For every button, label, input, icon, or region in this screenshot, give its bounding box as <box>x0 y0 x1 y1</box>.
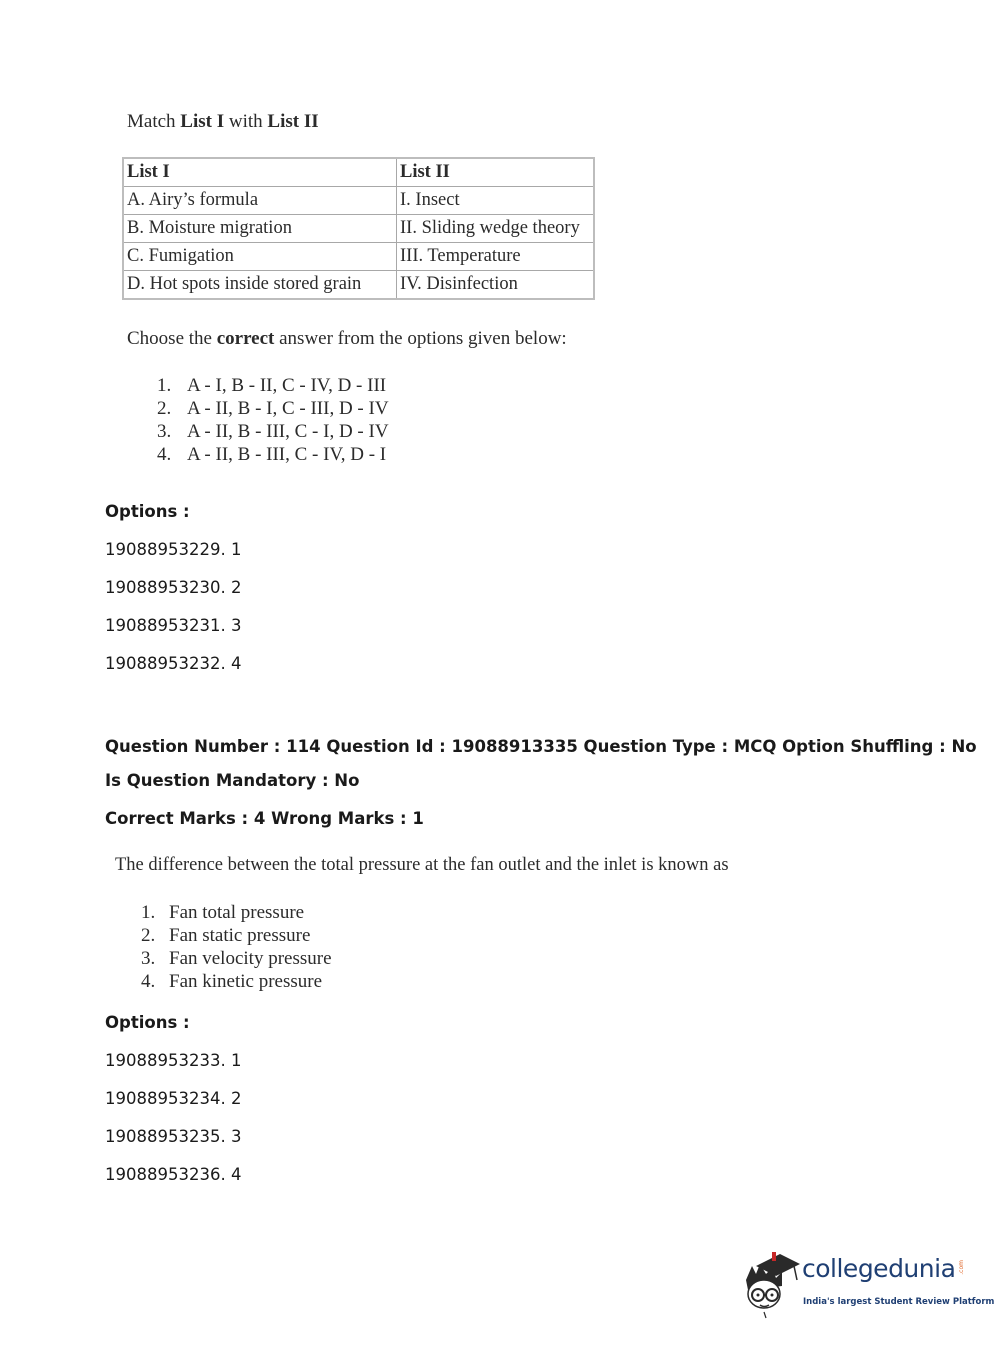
table-cell: IV. Disinfection <box>397 271 595 300</box>
mascot-icon <box>742 1250 802 1320</box>
table-cell: II. Sliding wedge theory <box>397 215 595 243</box>
collegedunia-logo[interactable] <box>742 1250 995 1320</box>
question-113-choices <box>157 374 389 466</box>
table-header-row <box>123 158 594 187</box>
question-114-marks: Correct Marks : 4 Wrong Marks : 1 <box>105 809 424 828</box>
option-id-line: 19088953233. 1 <box>105 1051 242 1070</box>
option-id-line: 19088953231. 3 <box>105 616 242 635</box>
table-row <box>123 243 594 271</box>
table-row <box>123 215 594 243</box>
question-114-mandatory: Is Question Mandatory : No <box>105 771 360 790</box>
list-item <box>141 970 332 993</box>
intro-text: Match <box>127 111 181 132</box>
prompt-text-end: answer from the options given below: <box>274 328 567 349</box>
table-cell: B. Moisture migration <box>123 215 397 243</box>
table-cell: D. Hot spots inside stored grain <box>123 271 397 300</box>
table-cell: C. Fumigation <box>123 243 397 271</box>
choice-text: A - II, B - III, C - IV, D - I <box>187 444 387 465</box>
choice-text: Fan static pressure <box>169 925 311 946</box>
choice-text: A - II, B - I, C - III, D - IV <box>187 398 389 419</box>
table-header-list-1: List I <box>123 158 397 187</box>
list-item <box>157 374 389 397</box>
choice-number: 2. <box>141 925 156 946</box>
table-header-list-2: List II <box>397 158 595 187</box>
intro-text-mid: with <box>224 111 268 132</box>
table-cell: I. Insect <box>397 187 595 215</box>
option-id-line: 19088953230. 2 <box>105 578 242 597</box>
choice-number: 2. <box>157 398 172 419</box>
list-item <box>157 420 389 443</box>
prompt-bold: correct <box>216 328 275 349</box>
choice-number: 1. <box>157 375 172 396</box>
choice-number: 4. <box>141 971 156 992</box>
choice-text: A - I, B - II, C - IV, D - III <box>187 375 387 396</box>
table-cell: A. Airy’s formula <box>123 187 397 215</box>
intro-list-1: List I <box>180 111 225 132</box>
choice-text: Fan total pressure <box>169 902 305 923</box>
option-id-line: 19088953235. 3 <box>105 1127 242 1146</box>
table-cell: III. Temperature <box>397 243 595 271</box>
choice-text: Fan velocity pressure <box>169 948 332 969</box>
match-table <box>122 157 595 300</box>
option-id-line: 19088953236. 4 <box>105 1165 242 1184</box>
question-114-choices <box>141 901 332 993</box>
option-id-line: 19088953234. 2 <box>105 1089 242 1108</box>
question-114-header: Question Number : 114 Question Id : 19088913335 Question Type : MCQ Option Shuffling : No <box>105 737 977 756</box>
question-113-options-label: Options : <box>105 502 190 521</box>
list-item <box>141 924 332 947</box>
logo-suffix: .com <box>958 1260 965 1275</box>
question-114-options-label: Options : <box>105 1013 190 1032</box>
choice-text: A - II, B - III, C - I, D - IV <box>187 421 389 442</box>
choice-number: 3. <box>141 948 156 969</box>
option-id-line: 19088953232. 4 <box>105 654 242 673</box>
question-113-intro <box>127 111 319 133</box>
table-row <box>123 271 594 300</box>
table-row <box>123 187 594 215</box>
logo-tagline: India's largest Student Review Platform <box>803 1297 995 1307</box>
question-113-prompt <box>127 328 567 350</box>
list-item <box>157 443 389 466</box>
list-item <box>141 901 332 924</box>
intro-list-2: List II <box>267 111 319 132</box>
prompt-text: Choose the <box>127 328 217 349</box>
choice-number: 1. <box>141 902 156 923</box>
list-item <box>141 947 332 970</box>
question-114-stem: The difference between the total pressure at the fan outlet and the inlet is known as <box>115 855 729 875</box>
list-item <box>157 397 389 420</box>
logo-wordmark: collegedunia <box>802 1254 956 1283</box>
choice-number: 4. <box>157 444 172 465</box>
choice-text: Fan kinetic pressure <box>169 971 323 992</box>
option-id-line: 19088953229. 1 <box>105 540 242 559</box>
choice-number: 3. <box>157 421 172 442</box>
